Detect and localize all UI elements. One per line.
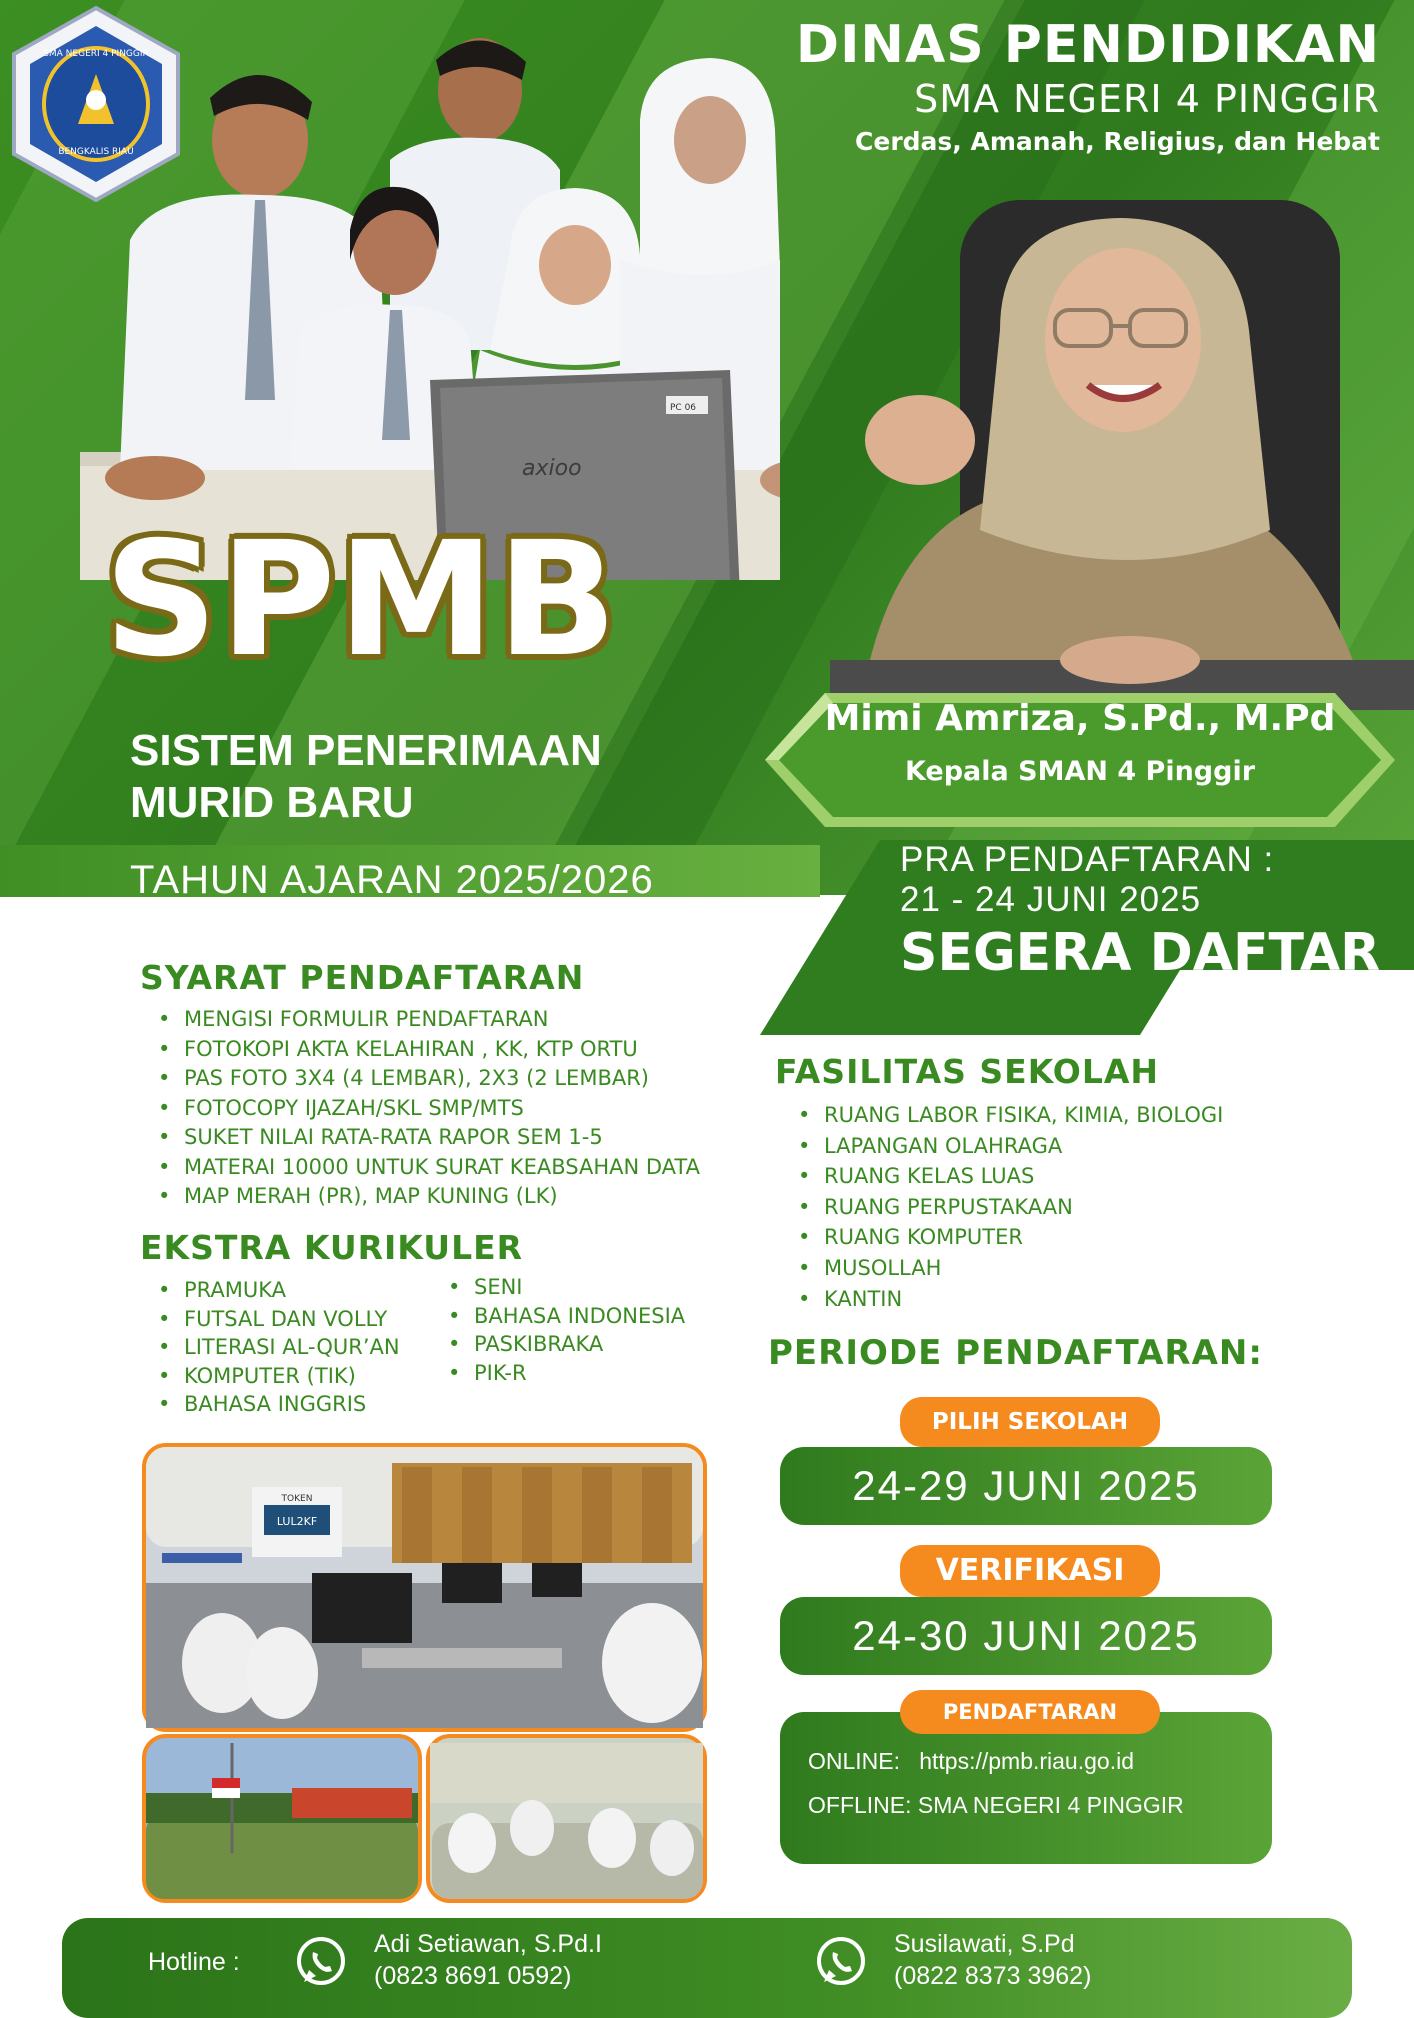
hero-subtitle-line-2: MURID BARU [130,778,414,827]
registration-box [780,1712,1272,1864]
list-item: • FOTOKOPI AKTA KELAHIRAN , KK, KTP ORTU [150,1035,700,1065]
list-item: • PASKIBRAKA [440,1330,685,1359]
verification-dates-box [780,1597,1272,1675]
principal-role: Kepala SMAN 4 Pinggir [904,756,1256,787]
contact-2 [894,1928,1091,1992]
pre-registration-label: PRA PENDAFTARAN : [900,840,1275,879]
extracurricular-list-1 [150,1276,400,1419]
list-item: • LITERASI AL-QUR’AN [150,1333,400,1362]
whatsapp-icon[interactable] [814,1934,868,1988]
school-name: SMA NEGERI 4 PINGGIR [914,77,1380,121]
svg-text:LUL2KF: LUL2KF [276,1515,318,1528]
hotline-label: Hotline : [148,1948,240,1976]
contact-1-phone[interactable]: (0823 8691 0592) [374,1962,572,1990]
list-item: • SENI [440,1273,685,1302]
svg-text:PC 06: PC 06 [670,403,697,413]
offline-row [808,1792,1184,1819]
online-label: ONLINE: [808,1748,901,1774]
hero-subtitle-line-1: SISTEM PENERIMAAN [130,726,602,775]
header-title-block [796,14,1380,162]
school-selection-dates: 24-29 JUNI 2025 [852,1462,1200,1509]
school-photo-collage [142,1443,707,1903]
pre-registration-dates: 21 - 24 JUNI 2025 [900,880,1202,919]
org-name: DINAS PENDIDIKAN [795,15,1380,75]
list-item: • FOTOCOPY IJAZAH/SKL SMP/MTS [150,1094,700,1124]
list-item: • MENGISI FORMULIR PENDAFTARAN [150,1005,700,1035]
list-item: • SUKET NILAI RATA-RATA RAPOR SEM 1-5 [150,1123,700,1153]
list-item: • RUANG KOMPUTER [790,1222,1223,1253]
registration-badge: PENDAFTARAN [900,1690,1160,1734]
verification-badge: VERIFIKASI [900,1545,1160,1597]
list-item: • PRAMUKA [150,1276,400,1305]
contact-1-name: Adi Setiawan, S.Pd.I [374,1930,602,1958]
whatsapp-icon[interactable] [294,1934,348,1988]
list-item: • LAPANGAN OLAHRAGA [790,1131,1223,1162]
list-item: • RUANG PERPUSTAKAAN [790,1192,1223,1223]
school-selection-badge: PILIH SEKOLAH [900,1397,1160,1447]
academic-year: TAHUN AJARAN 2025/2026 [130,858,654,902]
list-item: • RUANG KELAS LUAS [790,1161,1223,1192]
online-row [808,1748,1134,1775]
school-selection-dates-box [780,1447,1272,1525]
period-title: PERIODE PENDAFTARAN: [768,1333,1263,1373]
list-item: • PIK-R [440,1359,685,1388]
requirements-list [150,1005,700,1212]
list-item: • RUANG LABOR FISIKA, KIMIA, BIOLOGI [790,1100,1223,1131]
contact-2-phone[interactable]: (0822 8373 3962) [894,1962,1092,1990]
list-item: • KANTIN [790,1284,1223,1315]
contact-2-name: Susilawati, S.Pd [894,1930,1075,1958]
hero-title: SPMB [104,508,620,692]
list-item: • MAP MERAH (PR), MAP KUNING (LK) [150,1182,700,1212]
offline-label: OFFLINE: [808,1792,912,1818]
hero-subtitle [130,725,602,829]
list-item: • FUTSAL DAN VOLLY [150,1305,400,1334]
hotline-footer [62,1918,1352,2018]
facilities-list [790,1100,1223,1314]
online-url[interactable]: https://pmb.riau.go.id [919,1748,1134,1774]
extracurricular-list-2 [440,1273,685,1387]
svg-text:BENGKALIS RIAU: BENGKALIS RIAU [58,147,134,157]
extracurricular-title: EKSTRA KURIKULER [140,1228,524,1267]
list-item: • MATERAI 10000 UNTUK SURAT KEABSAHAN DATA [150,1153,700,1183]
list-item: • KOMPUTER (TIK) [150,1362,400,1391]
list-item: • BAHASA INDONESIA [440,1302,685,1331]
offline-location: SMA NEGERI 4 PINGGIR [917,1792,1184,1818]
svg-text:axioo: axioo [522,456,582,481]
pre-registration-info [900,840,1380,986]
contact-1 [374,1928,602,1992]
school-motto: Cerdas, Amanah, Religius, dan Hebat [855,127,1380,156]
requirements-title: SYARAT PENDAFTARAN [140,958,585,997]
school-logo-icon [8,4,184,204]
principal-name: Mimi Amriza, S.Pd., M.Pd [824,698,1336,739]
svg-text:TOKEN: TOKEN [281,1494,313,1504]
principal-photo [830,190,1414,710]
list-item: • BAHASA INGGRIS [150,1390,400,1419]
register-now-cta: SEGERA DAFTAR [900,923,1381,983]
facilities-title: FASILITAS SEKOLAH [775,1052,1160,1091]
list-item: • PAS FOTO 3X4 (4 LEMBAR), 2X3 (2 LEMBAR) [150,1064,700,1094]
svg-text:SMA NEGERI 4 PINGGIR: SMA NEGERI 4 PINGGIR [43,49,149,59]
verification-dates: 24-30 JUNI 2025 [852,1612,1200,1659]
list-item: • MUSOLLAH [790,1253,1223,1284]
